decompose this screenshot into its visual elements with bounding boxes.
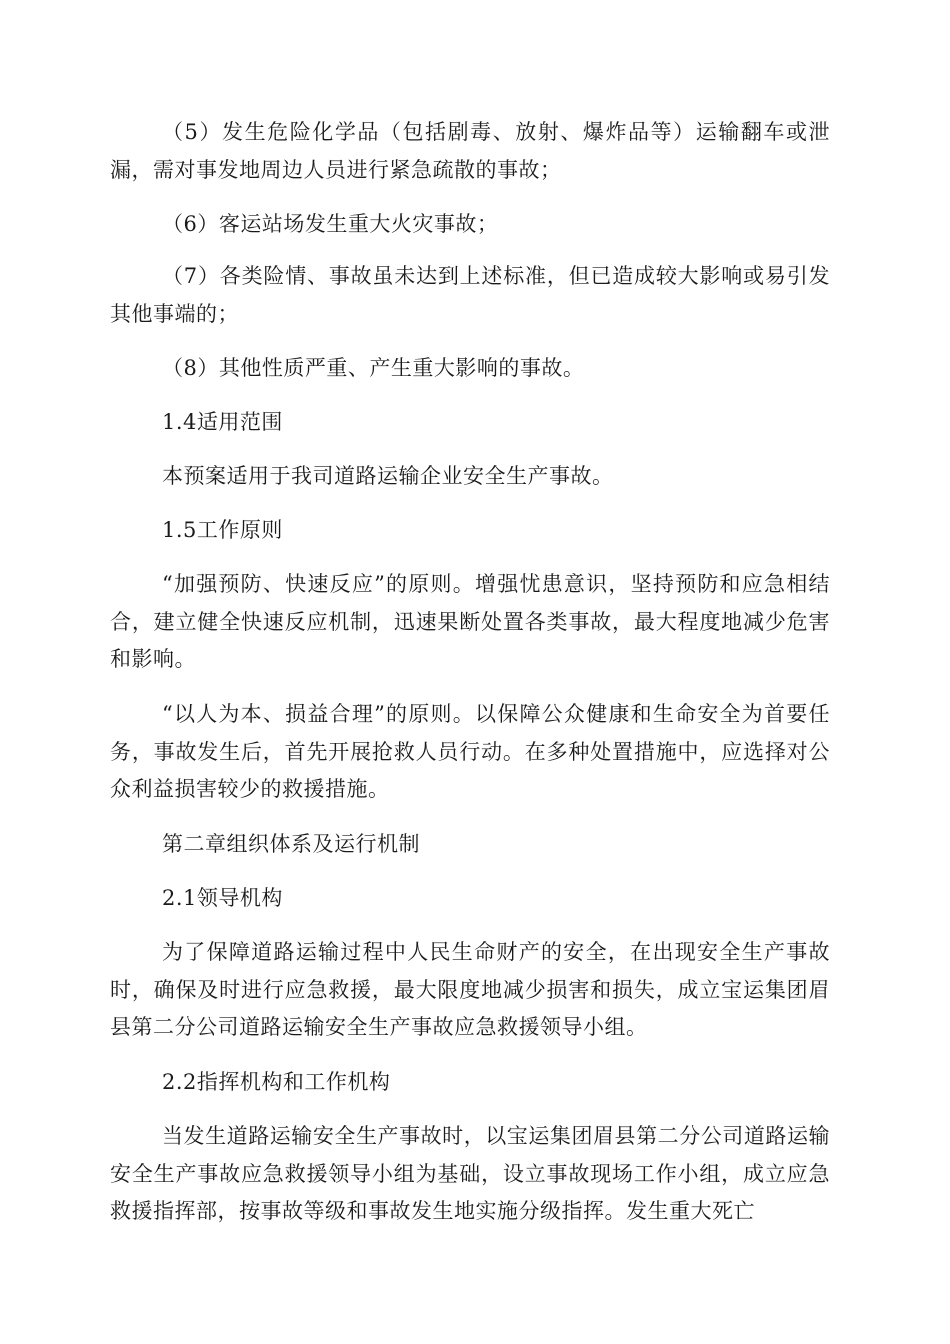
section-heading-1-4: 1.4适用范围 — [162, 410, 283, 434]
section-heading-1-5: 1.5工作原则 — [162, 518, 283, 542]
section-heading-2-2: 2.2指挥机构和工作机构 — [162, 1070, 391, 1094]
paragraph-principle-prevention: “加强预防、快速反应”的原则。增强忧患意识，坚持预防和应急相结合，建立健全快速反应机制，迅速果断处置各类事故，最大程度地减少危害和影响。 — [110, 572, 830, 671]
paragraph-item-8: （8）其他性质严重、产生重大影响的事故。 — [162, 356, 585, 380]
paragraph-item-7: （7）各类险情、事故虽未达到上述标准，但已造成较大影响或易引发其他事端的； — [110, 264, 830, 326]
paragraph-command: 当发生道路运输安全生产事故时，以宝运集团眉县第二分公司道路运输安全生产事故应急救援领导小组为基础，设立事故现场工作小组，成立应急救援指挥部，按事故等级和事故发生地实施分级指挥。发生重大死亡 — [110, 1124, 830, 1223]
section-heading-2-1: 2.1领导机构 — [162, 886, 283, 910]
paragraph-scope: 本预案适用于我司道路运输企业安全生产事故。 — [162, 464, 614, 488]
paragraph-item-6: （6）客运站场发生重大火灾事故； — [162, 212, 499, 236]
chapter-heading-2: 第二章组织体系及运行机制 — [162, 832, 420, 856]
paragraph-leadership: 为了保障道路运输过程中人民生命财产的安全，在出现安全生产事故时，确保及时进行应急救援，最大限度地减少损害和损失，成立宝运集团眉县第二分公司道路运输安全生产事故应急救援领导小组。 — [110, 940, 830, 1039]
paragraph-item-5: （5）发生危险化学品（包括剧毒、放射、爆炸品等）运输翻车或泄漏，需对事发地周边人员进行紧急疏散的事故； — [110, 120, 830, 182]
paragraph-principle-people: “以人为本、损益合理”的原则。以保障公众健康和生命安全为首要任务，事故发生后，首先开展抢救人员行动。在多种处置措施中，应选择对公众利益损害较少的救援措施。 — [110, 702, 830, 801]
